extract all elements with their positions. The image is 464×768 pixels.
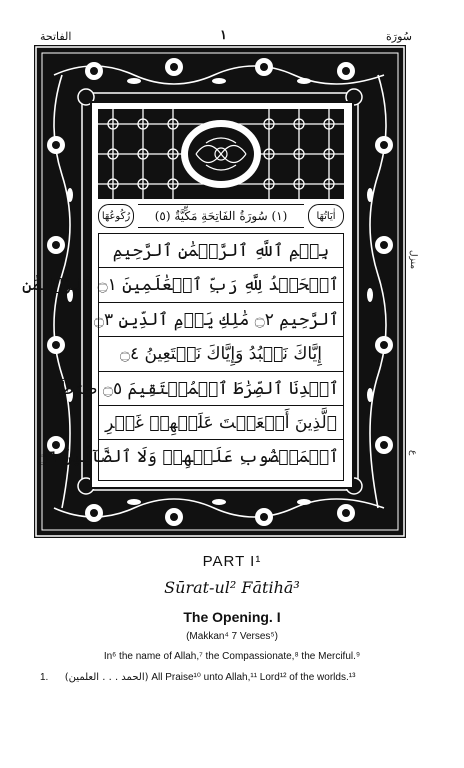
lattice-ornament-icon: [98, 109, 344, 199]
manzil-margin-note: منزل: [408, 250, 418, 270]
surah-english-title: The Opening. I: [183, 609, 281, 625]
header-surah-label: سُورَة: [386, 30, 412, 43]
basmala-translation: In⁶ the name of Allah,⁷ the Compassionate,⁸ the Merciful.⁹: [103, 651, 361, 662]
ruku-margin-note: ع: [408, 450, 418, 456]
part-heading: PART I¹: [202, 553, 262, 570]
ornamental-frame: [22, 45, 406, 538]
surah-arabic-title: (١) سُورَةُ الفَاتِحَةِ مَكِّيَّةٌ (٥): [138, 204, 304, 228]
surah-title-band: [98, 203, 344, 229]
text-panel: [22, 101, 354, 489]
verse-line: ٱهۡدِنَا ٱلصِّرَٰطَ ٱلۡمُسۡتَقِيمَ ۝٥ صِرَٰطَ: [99, 372, 343, 406]
page-number: ١: [220, 28, 227, 43]
verse-number: 1.: [40, 672, 49, 683]
verse-one-translation: [40, 672, 440, 683]
verse-line: ٱلَّذِينَ أَنۡعَمۡتَ عَلَيۡهِمۡ غَيۡرِ: [99, 406, 343, 440]
verse-arabic-reference: (الحمد . . . العلمين): [64, 672, 149, 683]
verse-line: ٱلۡحَمۡدُ لِلَّهِ رَبِّ ٱلۡعَٰلَمِينَ ۝١ ٱلرَّحۡمَٰنِ: [99, 268, 343, 302]
revelation-info: (Makkan⁴ 7 Verses⁵): [186, 631, 278, 642]
verse-english-text: All Praise¹⁰ unto Allah,¹¹ Lord¹² of the worlds.¹³: [151, 672, 356, 683]
ayat-label: اٰيَاتُهَا: [308, 204, 344, 228]
header-surah-name: الفاتحة: [40, 30, 72, 43]
arabic-verses: [22, 233, 344, 481]
verse-line: ٱلۡمَغۡضُوبِ عَلَيۡهِمۡ وَلَا ٱلضَّآلِّينَ ۝٦: [37, 447, 339, 468]
verse-line: ٱلرَّحِيمِ ۝٢ مَٰلِكِ يَوۡمِ ٱلدِّينِ ۝٣: [99, 303, 343, 337]
page-header: [40, 30, 412, 46]
verse-line: بِسۡمِ ٱللَّهِ ٱلرَّحۡمَٰنِ ٱلرَّحِيمِ: [99, 234, 343, 268]
verse-line: إِيَّاكَ نَعۡبُدُ وَإِيَّاكَ نَسۡتَعِينُ ۝٤: [99, 337, 343, 371]
rukus-label: رُكُوعُهَا: [98, 204, 134, 228]
surah-transliteration: Sūrat-ul² Fātihā³: [164, 578, 300, 597]
